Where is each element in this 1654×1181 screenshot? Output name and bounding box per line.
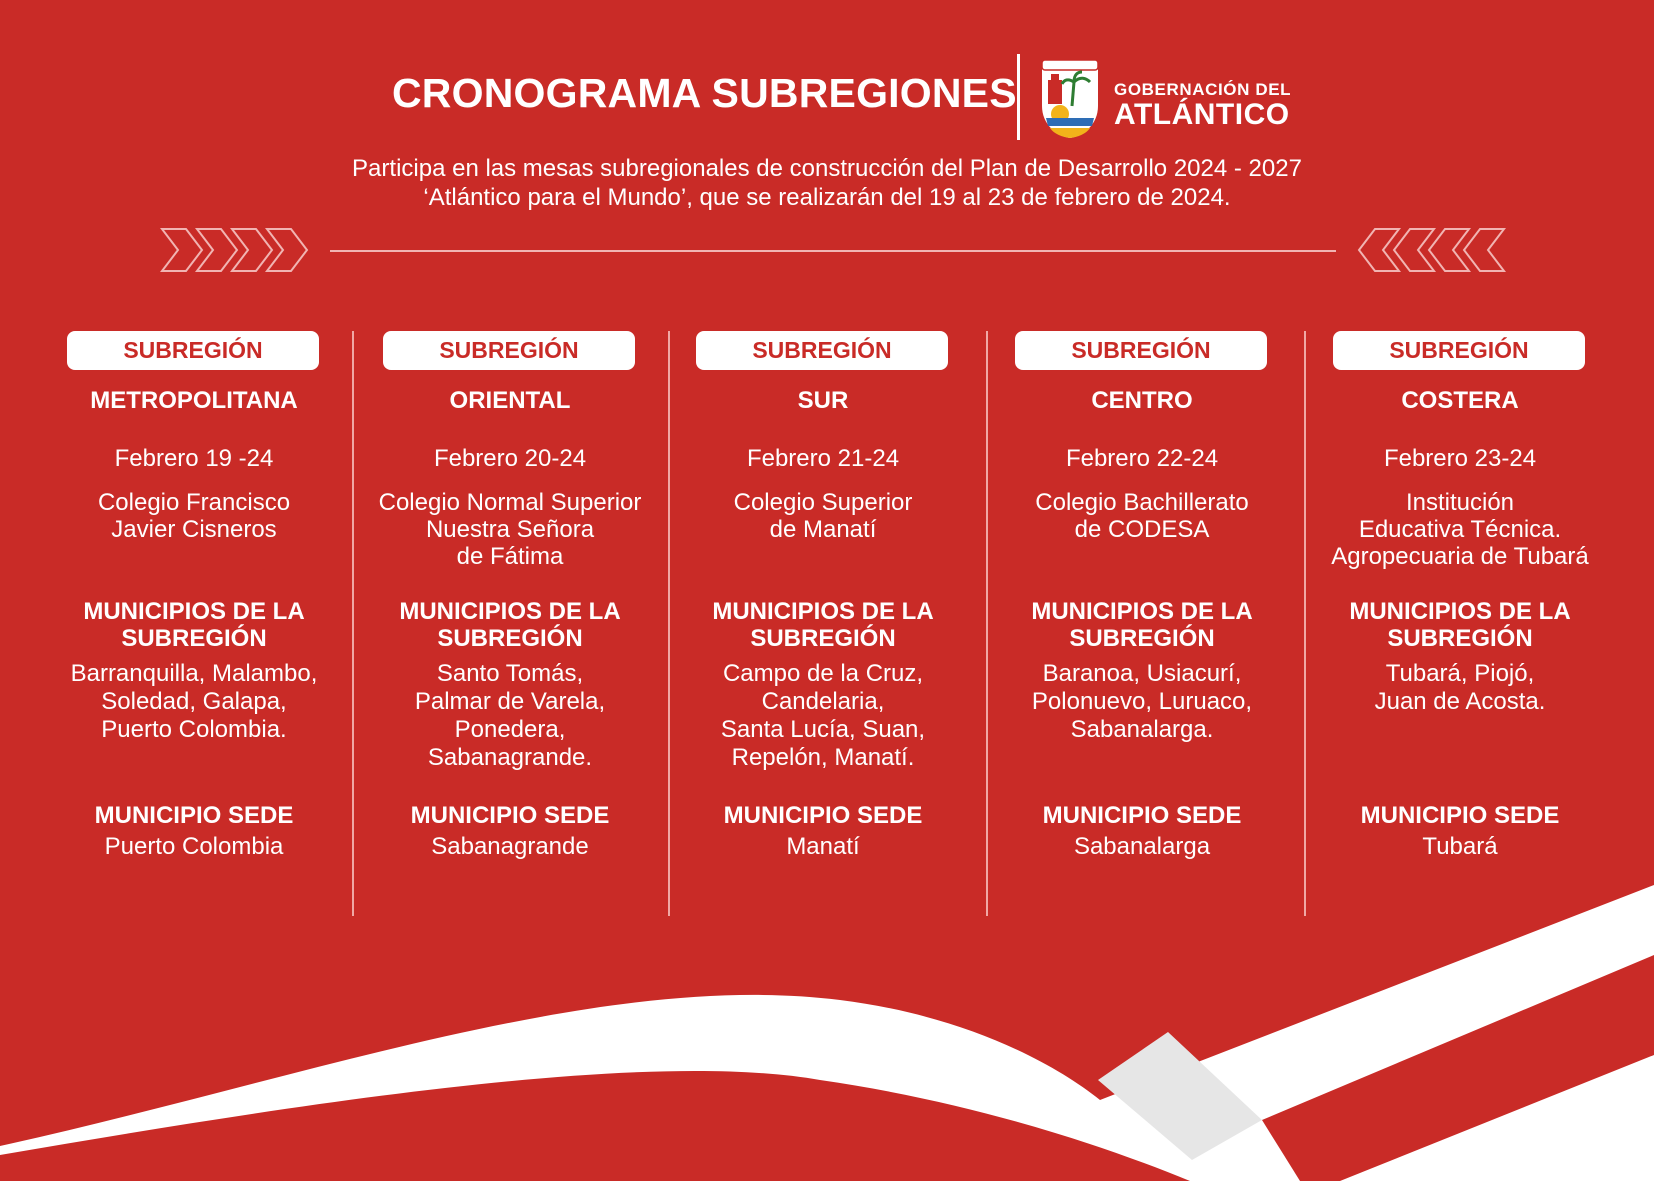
subregion-venue: Institución Educativa Técnica. Agropecuaria de Tubará (1331, 489, 1589, 570)
intro-line-1: Participa en las mesas subregionales de construcción del Plan de Desarrollo 2024 - 2027 (352, 155, 1302, 182)
subregion-dates: Febrero 19 -24 (114, 445, 274, 472)
subregion-dates: Febrero 22-24 (1065, 445, 1219, 472)
column-divider (352, 331, 354, 916)
seat-heading: MUNICIPIO SEDE (723, 802, 923, 829)
seat-heading: MUNICIPIO SEDE (1360, 802, 1560, 829)
logo-text-gobernacion: GOBERNACIÓN DEL (1114, 80, 1292, 99)
subregion-dates: Febrero 21-24 (746, 445, 900, 472)
subregion-name: ORIENTAL (449, 387, 571, 414)
subregion-venue: Colegio Superior de Manatí (733, 489, 913, 543)
municipalities-list: Campo de la Cruz, Candelaria, Santa Lucía, Suan, Repelón, Manatí. (720, 660, 926, 771)
column-divider (986, 331, 988, 916)
subregion-venue: Colegio Francisco Javier Cisneros (97, 489, 291, 543)
subregion-badge: SUBREGIÓN (67, 331, 319, 370)
header (0, 52, 1654, 142)
municipalities-heading: MUNICIPIOS DE LA SUBREGIÓN (1349, 598, 1571, 652)
chevrons-right-icon (160, 226, 314, 274)
subregion-dates: Febrero 23-24 (1383, 445, 1537, 472)
subregion-badge: SUBREGIÓN (1333, 331, 1585, 370)
subregions-schedule (0, 331, 1654, 916)
seat-municipality: Manatí (786, 833, 860, 860)
gobernacion-logo (1038, 56, 1328, 142)
subregion-name: METROPOLITANA (90, 387, 298, 414)
subregion-venue: Colegio Bachillerato de CODESA (1035, 489, 1249, 543)
chevrons-left-icon (1352, 226, 1506, 274)
municipalities-heading: MUNICIPIOS DE LA SUBREGIÓN (712, 598, 934, 652)
intro-line-2: ‘Atlántico para el Mundo’, que se realizarán del 19 al 23 de febrero de 2024. (423, 184, 1231, 211)
header-divider (1017, 54, 1020, 140)
column-divider (668, 331, 670, 916)
subregion-badge: SUBREGIÓN (383, 331, 635, 370)
column-divider (1304, 331, 1306, 916)
seat-heading: MUNICIPIO SEDE (410, 802, 610, 829)
subregion-badge: SUBREGIÓN (696, 331, 948, 370)
seat-heading: MUNICIPIO SEDE (94, 802, 294, 829)
seat-municipality: Puerto Colombia (104, 833, 284, 860)
municipalities-list: Barranquilla, Malambo, Soledad, Galapa, Puerto Colombia. (70, 660, 318, 743)
municipalities-list: Santo Tomás, Palmar de Varela, Ponedera, Sabanagrande. (414, 660, 606, 771)
logo-text-atlantico: ATLÁNTICO (1114, 98, 1290, 131)
municipalities-heading: MUNICIPIOS DE LA SUBREGIÓN (83, 598, 305, 652)
subregion-name: CENTRO (1091, 387, 1193, 414)
subregion-venue: Colegio Normal Superior Nuestra Señora de Fátima (378, 489, 642, 570)
seat-heading: MUNICIPIO SEDE (1042, 802, 1242, 829)
coat-of-arms-icon (1038, 56, 1102, 140)
seat-municipality: Tubará (1422, 833, 1498, 860)
page-title: CRONOGRAMA SUBREGIONES (392, 70, 1017, 116)
subregion-name: COSTERA (1401, 387, 1519, 414)
seat-municipality: Sabanagrande (431, 833, 589, 860)
municipalities-heading: MUNICIPIOS DE LA SUBREGIÓN (399, 598, 621, 652)
seat-municipality: Sabanalarga (1073, 833, 1211, 860)
intro-text (227, 154, 1427, 212)
subregion-dates: Febrero 20-24 (433, 445, 587, 472)
subregion-badge: SUBREGIÓN (1015, 331, 1267, 370)
horizontal-rule (330, 250, 1336, 252)
municipalities-list: Baranoa, Usiacurí, Polonuevo, Luruaco, Sabanalarga. (1031, 660, 1253, 743)
municipalities-list: Tubará, Piojó, Juan de Acosta. (1374, 660, 1546, 715)
municipalities-heading: MUNICIPIOS DE LA SUBREGIÓN (1031, 598, 1253, 652)
subregion-name: SUR (797, 387, 849, 414)
